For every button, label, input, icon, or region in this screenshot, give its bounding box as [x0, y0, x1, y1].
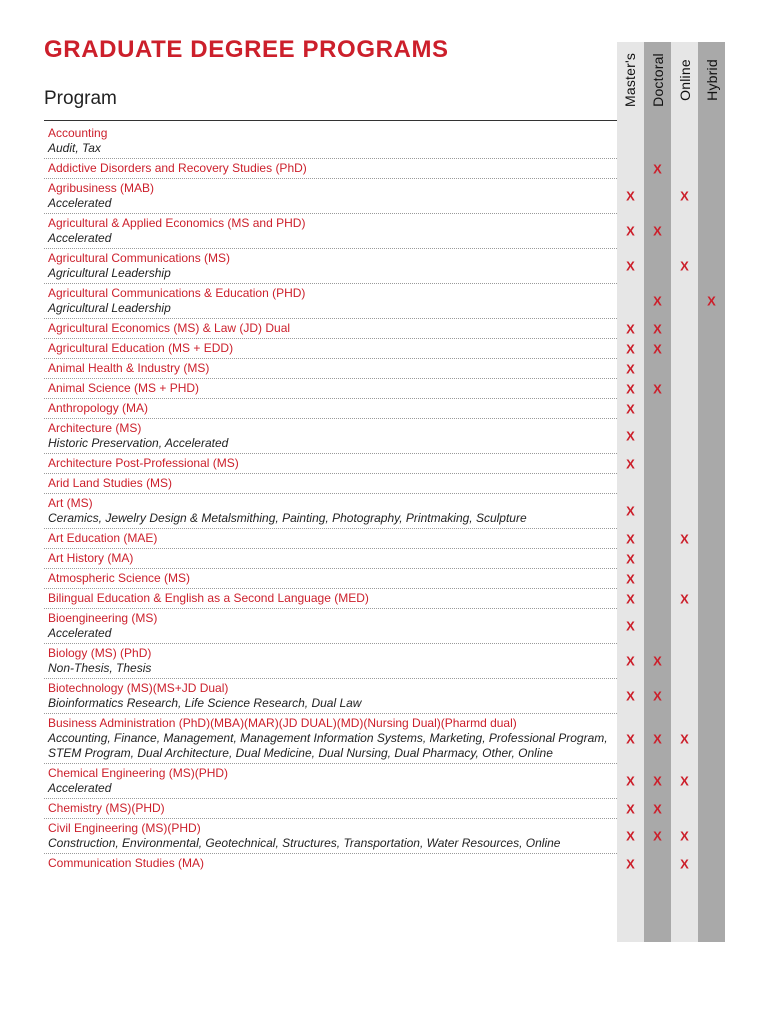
- masters-available-mark: X: [626, 571, 635, 586]
- doctoral-available-mark: X: [653, 688, 662, 704]
- program-name[interactable]: Art (MS): [48, 496, 93, 510]
- doctoral-available-mark: X: [653, 731, 662, 746]
- program-row: [44, 819, 689, 854]
- program-name[interactable]: Business Administration (PhD)(MBA)(MAR)(JD DUAL)(MD)(Nursing Dual)(Pharmd dual): [48, 716, 517, 730]
- program-concentrations: Non-Thesis, Thesis: [48, 661, 152, 675]
- masters-available-mark: X: [626, 618, 635, 634]
- program-name[interactable]: Civil Engineering (MS)(PHD): [48, 821, 201, 835]
- program-name[interactable]: Agricultural Economics (MS) & Law (JD) Dual: [48, 321, 291, 335]
- program-row: [44, 549, 635, 569]
- masters-available-mark: X: [626, 188, 635, 204]
- masters-available-mark: X: [626, 531, 635, 546]
- masters-available-mark: X: [626, 258, 635, 274]
- masters-available-mark: X: [626, 223, 635, 239]
- program-row: [44, 399, 635, 419]
- masters-available-mark: X: [626, 503, 635, 519]
- program-concentrations: Agricultural Leadership: [48, 301, 171, 315]
- masters-available-mark: X: [626, 828, 635, 844]
- doctoral-available-mark: X: [653, 321, 662, 336]
- program-concentrations: Bioinformatics Research, Life Science Research, Dual Law: [48, 696, 362, 710]
- doctoral-available-mark: X: [653, 828, 662, 844]
- program-name[interactable]: Art History (MA): [48, 551, 134, 565]
- doctoral-available-mark: X: [653, 161, 662, 176]
- program-concentrations: Accounting, Finance, Management, Management Information Systems, Marketing, Professional Program, STEM Program, Dual Architecture, Dual Medicine, Dual Nursing, Dual Pharmacy, Other, Online: [48, 731, 608, 760]
- masters-available-mark: X: [626, 773, 635, 789]
- program-row: [44, 644, 662, 679]
- program-row: [44, 179, 689, 214]
- masters-available-mark: X: [626, 428, 635, 444]
- doctoral-available-mark: X: [653, 223, 662, 239]
- online-available-mark: X: [680, 731, 689, 746]
- masters-available-mark: X: [626, 653, 635, 669]
- program-row: [44, 359, 635, 379]
- online-available-mark: X: [680, 591, 689, 606]
- program-name[interactable]: Agribusiness (MAB): [48, 181, 155, 195]
- doctoral-available-mark: X: [653, 293, 662, 309]
- masters-column-header: Master's: [622, 52, 639, 108]
- hybrid-column-header: Hybrid: [703, 59, 720, 101]
- program-row: [44, 419, 635, 454]
- doctoral-available-mark: X: [653, 773, 662, 789]
- program-concentrations: Ceramics, Jewelry Design & Metalsmithing, Painting, Photography, Printmaking, Sculpture: [48, 511, 527, 525]
- program-name[interactable]: Agricultural Education (MS + EDD): [48, 341, 234, 355]
- masters-available-mark: X: [626, 551, 635, 566]
- program-name[interactable]: Chemical Engineering (MS)(PHD): [48, 766, 229, 780]
- online-available-mark: X: [680, 856, 689, 871]
- program-row: [44, 799, 662, 819]
- program-name[interactable]: Biology (MS) (PhD): [48, 646, 152, 660]
- program-name[interactable]: Architecture Post-Professional (MS): [48, 456, 239, 470]
- program-row: [44, 529, 689, 549]
- online-column-header: Online: [676, 59, 693, 101]
- masters-available-mark: X: [626, 456, 635, 471]
- program-name[interactable]: Addictive Disorders and Recovery Studies (PhD): [48, 161, 307, 175]
- program-row: [44, 124, 617, 159]
- masters-available-mark: X: [626, 341, 635, 356]
- program-concentrations: Accelerated: [48, 781, 112, 795]
- program-row: [44, 679, 662, 714]
- program-row: [44, 214, 662, 249]
- doctoral-available-mark: X: [653, 801, 662, 816]
- masters-available-mark: X: [626, 591, 635, 606]
- program-name[interactable]: Accounting: [48, 126, 108, 140]
- program-row: [44, 764, 689, 799]
- masters-available-mark: X: [626, 321, 635, 336]
- program-name[interactable]: Biotechnology (MS)(MS+JD Dual): [48, 681, 229, 695]
- program-row: [44, 474, 617, 494]
- online-available-mark: X: [680, 773, 689, 789]
- hybrid-available-mark: X: [707, 293, 716, 309]
- program-row: [44, 319, 662, 339]
- program-row: [44, 714, 689, 764]
- online-available-mark: X: [680, 258, 689, 274]
- doctoral-available-mark: X: [653, 653, 662, 669]
- program-name[interactable]: Chemistry (MS)(PHD): [48, 801, 165, 815]
- program-name[interactable]: Agricultural Communications & Education (PHD): [48, 286, 306, 300]
- program-row: [44, 159, 662, 179]
- program-row: [44, 249, 689, 284]
- doctoral-available-mark: X: [653, 341, 662, 356]
- masters-available-mark: X: [626, 856, 635, 871]
- program-name[interactable]: Arid Land Studies (MS): [48, 476, 173, 490]
- doctoral-column-header: Doctoral: [649, 53, 666, 107]
- program-row: [44, 339, 662, 359]
- program-name[interactable]: Atmospheric Science (MS): [48, 571, 191, 585]
- program-concentrations: Accelerated: [48, 231, 112, 245]
- program-name[interactable]: Architecture (MS): [48, 421, 142, 435]
- doctoral-available-mark: X: [653, 381, 662, 396]
- masters-available-mark: X: [626, 731, 635, 746]
- program-name[interactable]: Anthropology (MA): [48, 401, 149, 415]
- program-concentrations: Construction, Environmental, Geotechnical, Structures, Transportation, Water Resources, Online: [48, 836, 561, 850]
- program-column-header: Program: [44, 88, 117, 109]
- page-title: GRADUATE DEGREE PROGRAMS: [44, 36, 449, 63]
- masters-available-mark: X: [626, 381, 635, 396]
- program-name[interactable]: Animal Health & Industry (MS): [48, 361, 210, 375]
- masters-available-mark: X: [626, 801, 635, 816]
- program-concentrations: Audit, Tax: [48, 141, 101, 155]
- program-row: [44, 609, 635, 644]
- online-available-mark: X: [680, 828, 689, 844]
- program-name[interactable]: Bioengineering (MS): [48, 611, 158, 625]
- program-name[interactable]: Agricultural & Applied Economics (MS and PHD): [48, 216, 306, 230]
- program-name[interactable]: Art Education (MAE): [48, 531, 158, 545]
- program-name[interactable]: Communication Studies (MA): [48, 856, 205, 870]
- program-row: [44, 284, 716, 319]
- masters-available-mark: X: [626, 361, 635, 376]
- program-name[interactable]: Bilingual Education & English as a Second Language (MED): [48, 591, 369, 605]
- program-concentrations: Historic Preservation, Accelerated: [48, 436, 229, 450]
- masters-available-mark: X: [626, 401, 635, 416]
- program-list: [44, 124, 724, 873]
- program-row: [44, 569, 635, 589]
- program-row: [44, 379, 662, 399]
- program-concentrations: Accelerated: [48, 626, 112, 640]
- header-divider: [44, 120, 617, 121]
- program-row: [44, 854, 689, 873]
- online-available-mark: X: [680, 188, 689, 204]
- program-concentrations: Agricultural Leadership: [48, 266, 171, 280]
- program-name[interactable]: Agricultural Communications (MS): [48, 251, 231, 265]
- program-concentrations: Accelerated: [48, 196, 112, 210]
- masters-available-mark: X: [626, 688, 635, 704]
- program-row: [44, 454, 635, 474]
- program-row: [44, 494, 635, 529]
- program-row: [44, 589, 689, 609]
- program-name[interactable]: Animal Science (MS + PHD): [48, 381, 200, 395]
- online-available-mark: X: [680, 531, 689, 546]
